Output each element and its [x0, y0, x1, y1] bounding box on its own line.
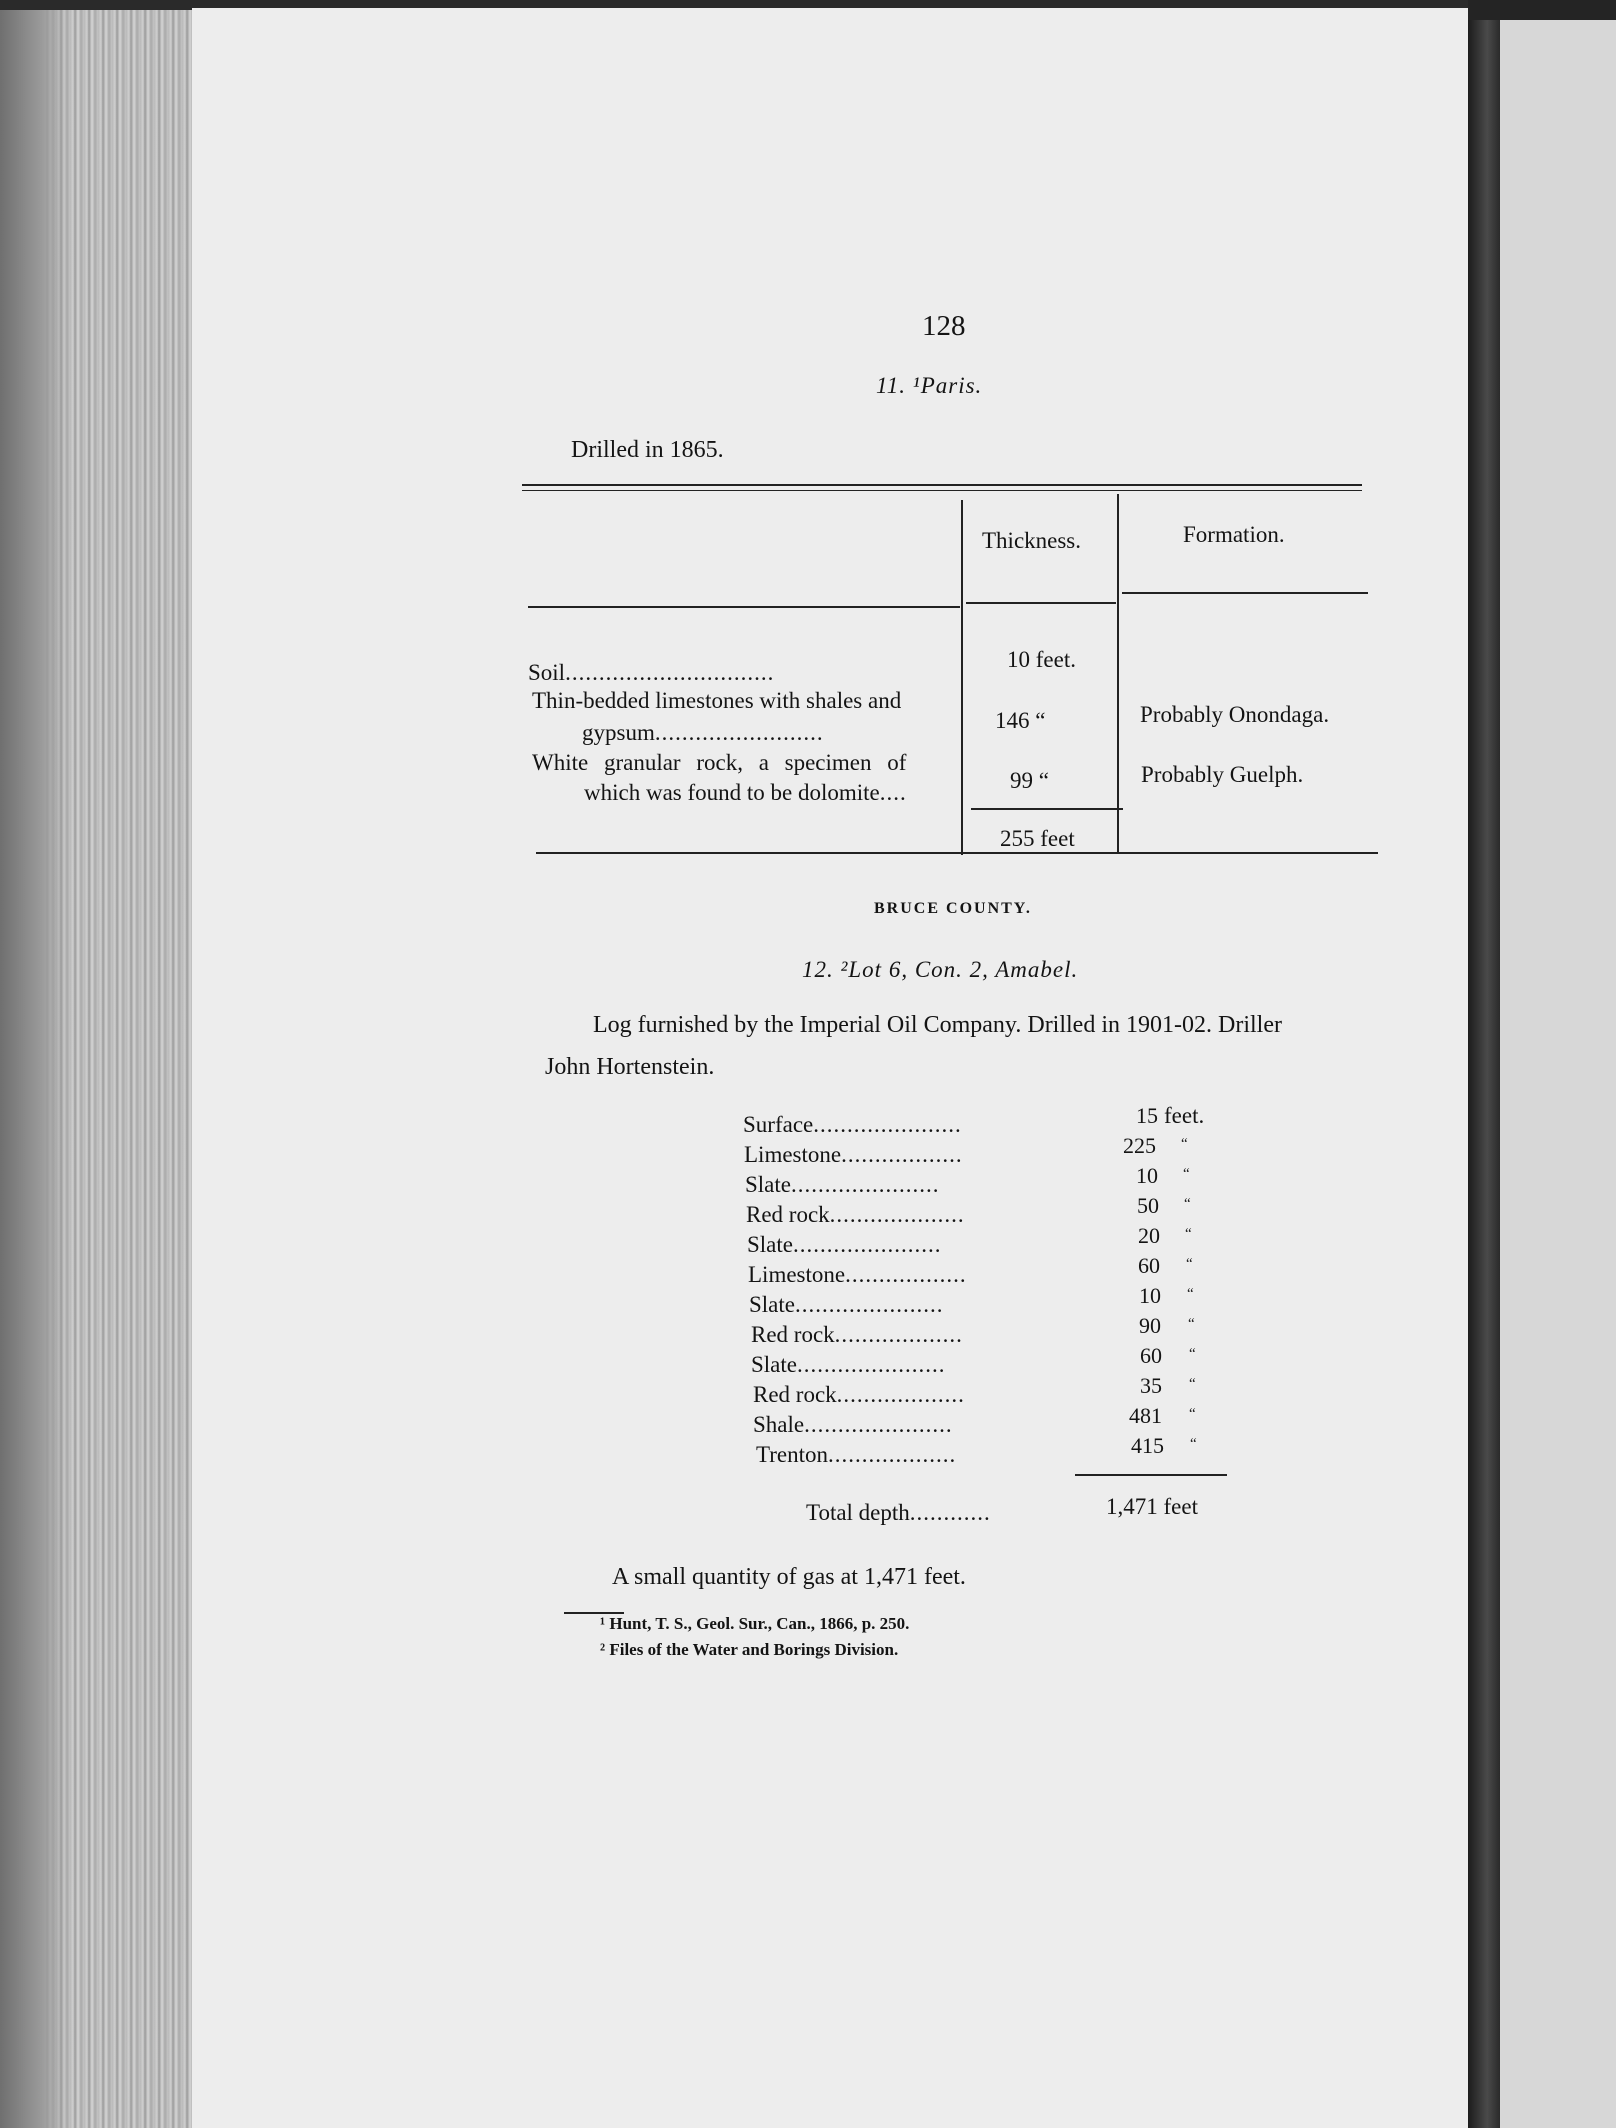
log-value: 10 [1136, 1163, 1158, 1188]
table-col-divider-1 [961, 500, 963, 855]
table-top-rule [522, 484, 1362, 486]
log-sum-rule [1075, 1474, 1227, 1476]
table-top-rule-2 [522, 490, 1362, 491]
log-name: Red rock.................... [746, 1202, 965, 1227]
log-unit: “ [1184, 1196, 1191, 1212]
log-name: Limestone.................. [748, 1262, 967, 1287]
log-name: Shale...................... [753, 1412, 953, 1437]
table-row-thickness: 99 “ [1010, 768, 1049, 793]
log-value: 20 [1138, 1223, 1160, 1248]
log-name: Red rock................... [753, 1382, 965, 1407]
log-value: 90 [1139, 1313, 1161, 1338]
log-name: Red rock................... [751, 1322, 963, 1347]
log-value: 60 [1138, 1253, 1160, 1278]
table-row-thickness: 146 “ [995, 708, 1046, 733]
column-header-formation: Formation. [1183, 522, 1285, 547]
log-name: Slate...................... [747, 1232, 942, 1257]
log-name: Slate...................... [749, 1292, 944, 1317]
table-bottom-rule [536, 852, 1378, 854]
table-head-rule-mid [966, 602, 1116, 604]
table-row-desc-cont: which was found to be dolomite.... [584, 780, 907, 805]
log-value: 415 [1131, 1433, 1164, 1458]
log-name: Surface...................... [743, 1112, 962, 1137]
drilled-date: Drilled in 1865. [571, 437, 724, 463]
table-row-formation: Probably Guelph. [1141, 762, 1304, 787]
log-unit: “ [1187, 1286, 1194, 1302]
intro-line-1: Log furnished by the Imperial Oil Company. Drilled in 1901-02. Driller [593, 1012, 1282, 1038]
table-row-desc: White granular rock, a specimen of [532, 750, 907, 775]
log-unit: “ [1183, 1166, 1190, 1182]
log-name: Slate...................... [751, 1352, 946, 1377]
table-row-desc-cont: gypsum......................... [582, 720, 824, 745]
section-heading-amabel: 12. ²Lot 6, Con. 2, Amabel. [802, 957, 1079, 982]
table-row-formation: Probably Onondaga. [1140, 702, 1330, 727]
table-row-thickness: 10 feet. [1007, 647, 1076, 672]
county-heading: BRUCE COUNTY. [874, 900, 1032, 917]
log-unit: “ [1185, 1226, 1192, 1242]
log-unit: “ [1188, 1316, 1195, 1332]
log-unit: “ [1189, 1346, 1196, 1362]
log-name: Limestone.................. [744, 1142, 963, 1167]
table-row-desc: Thin-bedded limestones with shales and [532, 688, 902, 713]
table-head-rule-right [1122, 592, 1368, 594]
log-value: 50 [1137, 1193, 1159, 1218]
log-unit: “ [1190, 1436, 1197, 1452]
table-head-rule-left [528, 606, 960, 608]
log-value: 60 [1140, 1343, 1162, 1368]
total-depth-value: 1,471 feet [1106, 1494, 1198, 1519]
log-value: 15 [1136, 1103, 1158, 1128]
log-unit: “ [1189, 1376, 1196, 1392]
table-col-divider-2 [1117, 494, 1119, 854]
facing-page [1500, 20, 1616, 2128]
log-unit: “ [1189, 1406, 1196, 1422]
book-gutter [1468, 20, 1500, 2128]
footnote-2: ² Files of the Water and Borings Division. [600, 1640, 899, 1659]
book-page [192, 8, 1468, 2128]
log-value: 481 [1129, 1403, 1162, 1428]
intro-line-2: John Hortenstein. [545, 1054, 715, 1080]
log-unit: “ [1181, 1136, 1188, 1152]
column-header-thickness: Thickness. [982, 528, 1082, 553]
footnote-1: ¹ Hunt, T. S., Geol. Sur., Can., 1866, p. 250. [600, 1614, 910, 1633]
log-value: 10 [1139, 1283, 1161, 1308]
table-total: 255 feet [1000, 826, 1075, 851]
log-unit: “ [1186, 1256, 1193, 1272]
section-heading-paris: 11. ¹Paris. [876, 373, 983, 398]
log-name: Slate...................... [745, 1172, 940, 1197]
table-sum-rule [971, 808, 1123, 810]
log-value: 35 [1140, 1373, 1162, 1398]
table-row-desc: Soil............................... [528, 660, 775, 685]
log-unit: feet. [1164, 1103, 1205, 1128]
gas-note: A small quantity of gas at 1,471 feet. [612, 1564, 966, 1590]
page-number: 128 [922, 310, 966, 342]
log-value: 225 [1123, 1133, 1156, 1158]
total-depth-label: Total depth............ [806, 1500, 991, 1525]
log-name: Trenton................... [756, 1442, 957, 1467]
